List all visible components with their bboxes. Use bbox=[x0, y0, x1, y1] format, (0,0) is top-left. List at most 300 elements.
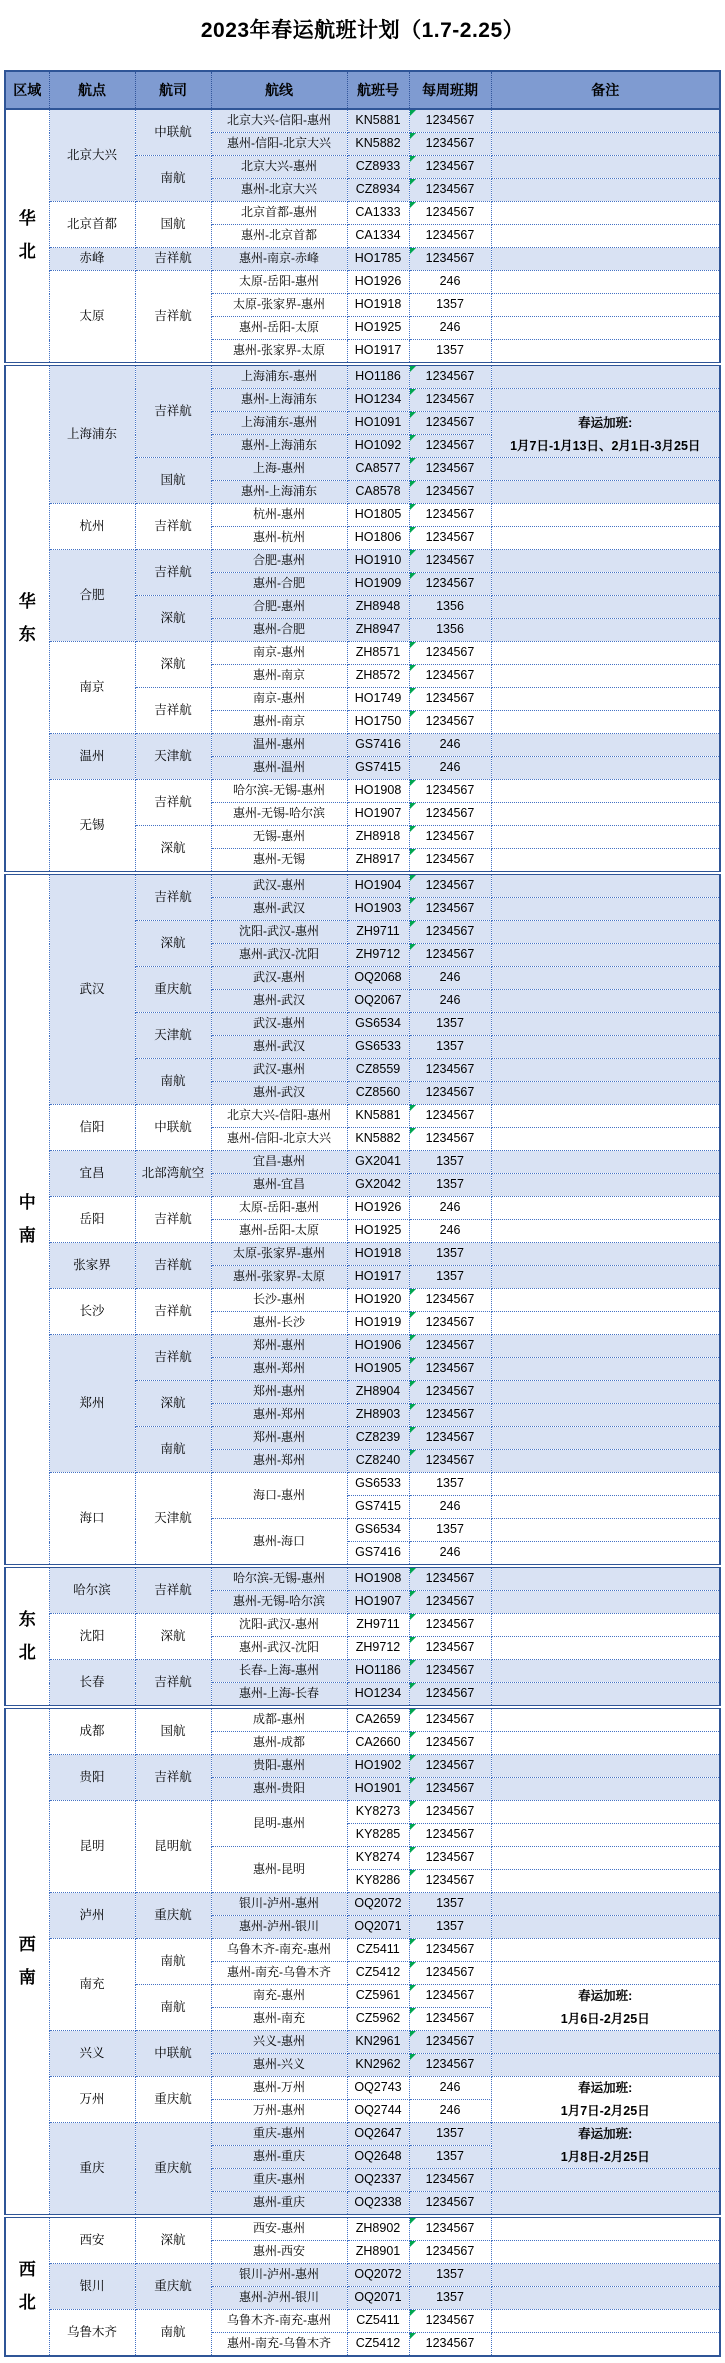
remark-cell-empty bbox=[491, 596, 720, 619]
days-cell: 1234567 bbox=[409, 1381, 491, 1404]
remark-cell-empty bbox=[491, 364, 720, 389]
flight-no-cell: HO1805 bbox=[347, 504, 409, 527]
remark-cell-empty bbox=[491, 2054, 720, 2077]
flight-no-cell: CZ8239 bbox=[347, 1427, 409, 1450]
cell-flag-triangle-icon bbox=[410, 458, 416, 464]
route-cell: 银川-泸州-惠州 bbox=[211, 2264, 347, 2287]
cell-flag-triangle-icon bbox=[410, 2031, 416, 2037]
route-cell: 惠州-长沙 bbox=[211, 1312, 347, 1335]
flight-no-cell: HO1918 bbox=[347, 294, 409, 317]
flight-no-cell: GS6534 bbox=[347, 1013, 409, 1036]
cell-flag-triangle-icon bbox=[410, 826, 416, 832]
page-title: 2023年春运航班计划（1.7-2.25） bbox=[200, 19, 525, 42]
route-cell: 武汉-惠州 bbox=[211, 1013, 347, 1036]
remark-cell-empty bbox=[491, 1404, 720, 1427]
route-cell: 成都-惠州 bbox=[211, 1707, 347, 1732]
airline-cell: 吉祥航 bbox=[135, 1335, 211, 1381]
region-label-char: 南 bbox=[18, 1967, 36, 1987]
airline-cell: 吉祥航 bbox=[135, 1197, 211, 1243]
remark-cell-empty bbox=[491, 1013, 720, 1036]
route-cell: 惠州-合肥 bbox=[211, 573, 347, 596]
flight-no-cell: GS7416 bbox=[347, 1542, 409, 1567]
flight-no-cell: ZH8918 bbox=[347, 826, 409, 849]
remark-cell-empty bbox=[491, 389, 720, 412]
city-cell: 上海浦东 bbox=[49, 364, 135, 504]
airline-cell: 南航 bbox=[135, 2310, 211, 2357]
airline-cell: 中联航 bbox=[135, 2031, 211, 2077]
remark-cell-empty bbox=[491, 873, 720, 898]
airline-cell: 吉祥航 bbox=[135, 550, 211, 596]
cell-flag-triangle-icon bbox=[410, 1450, 416, 1456]
days-cell: 246 bbox=[409, 734, 491, 757]
airline-cell: 深航 bbox=[135, 642, 211, 688]
airline-cell: 吉祥航 bbox=[135, 504, 211, 550]
route-cell: 惠州-泸州-银川 bbox=[211, 2287, 347, 2310]
remark-cell-empty bbox=[491, 1962, 720, 1985]
column-header-2: 航司 bbox=[135, 71, 211, 109]
column-header-4: 航班号 bbox=[347, 71, 409, 109]
days-cell: 1234567 bbox=[409, 248, 491, 271]
route-cell: 惠州-成都 bbox=[211, 1732, 347, 1755]
remark-cell-empty bbox=[491, 1847, 720, 1870]
airline-cell: 吉祥航 bbox=[135, 1243, 211, 1289]
remark-cell-empty bbox=[491, 504, 720, 527]
route-cell: 武汉-惠州 bbox=[211, 967, 347, 990]
days-cell: 246 bbox=[409, 1542, 491, 1567]
remark-cell-empty bbox=[491, 898, 720, 921]
remark-cell-empty bbox=[491, 109, 720, 133]
remark-cell-empty bbox=[491, 2287, 720, 2310]
flight-no-cell: HO1749 bbox=[347, 688, 409, 711]
remark-cell-empty bbox=[491, 1266, 720, 1289]
flight-no-cell: ZH9712 bbox=[347, 1637, 409, 1660]
route-cell: 武汉-惠州 bbox=[211, 873, 347, 898]
days-cell: 1234567 bbox=[409, 688, 491, 711]
remark-cell-empty bbox=[491, 156, 720, 179]
route-cell: 沈阳-武汉-惠州 bbox=[211, 1614, 347, 1637]
flight-row bbox=[5, 364, 720, 389]
column-header-0: 区域 bbox=[5, 71, 49, 109]
days-cell: 1234567 bbox=[409, 2333, 491, 2357]
city-cell: 南充 bbox=[49, 1939, 135, 2031]
flight-no-cell: HO1750 bbox=[347, 711, 409, 734]
remark-cell bbox=[491, 412, 720, 458]
cell-flag-triangle-icon bbox=[410, 944, 416, 950]
flight-no-cell: HO1925 bbox=[347, 1220, 409, 1243]
airline-cell: 中联航 bbox=[135, 109, 211, 156]
days-cell: 1234567 bbox=[409, 1985, 491, 2008]
remark-cell-empty bbox=[491, 2169, 720, 2192]
route-cell: 哈尔滨-无锡-惠州 bbox=[211, 1566, 347, 1591]
route-cell: 惠州-北京首都 bbox=[211, 225, 347, 248]
airline-cell: 吉祥航 bbox=[135, 248, 211, 271]
airline-cell: 重庆航 bbox=[135, 967, 211, 1013]
flight-row bbox=[5, 642, 720, 665]
remark-cell-empty bbox=[491, 1566, 720, 1591]
remark-cell-empty bbox=[491, 1381, 720, 1404]
remark-cell-empty bbox=[491, 1660, 720, 1683]
flight-no-cell: KN5882 bbox=[347, 1128, 409, 1151]
city-cell: 北京首都 bbox=[49, 202, 135, 248]
route-cell: 惠州-张家界-太原 bbox=[211, 340, 347, 365]
route-cell: 惠州-无锡-哈尔滨 bbox=[211, 1591, 347, 1614]
region-label-char: 东 bbox=[18, 1609, 36, 1629]
cell-flag-triangle-icon bbox=[410, 1660, 416, 1666]
remark-cell-empty bbox=[491, 527, 720, 550]
remark-cell-empty bbox=[491, 1335, 720, 1358]
airline-cell: 天津航 bbox=[135, 1013, 211, 1059]
airline-cell: 昆明航 bbox=[135, 1801, 211, 1893]
flight-no-cell: OQ2067 bbox=[347, 990, 409, 1013]
airline-cell: 中联航 bbox=[135, 1105, 211, 1151]
route-cell: 乌鲁木齐-南充-惠州 bbox=[211, 2310, 347, 2333]
remark-cell-empty bbox=[491, 2333, 720, 2357]
airline-cell: 吉祥航 bbox=[135, 1566, 211, 1614]
flight-no-cell: ZH9711 bbox=[347, 921, 409, 944]
days-cell: 1234567 bbox=[409, 458, 491, 481]
cell-flag-triangle-icon bbox=[410, 412, 416, 418]
route-cell: 太原-岳阳-惠州 bbox=[211, 1197, 347, 1220]
airline-cell: 南航 bbox=[135, 1059, 211, 1105]
city-cell: 重庆 bbox=[49, 2123, 135, 2217]
flight-row bbox=[5, 1243, 720, 1266]
remark-cell-empty bbox=[491, 1707, 720, 1732]
flight-no-cell: HO1907 bbox=[347, 1591, 409, 1614]
days-cell: 1234567 bbox=[409, 2241, 491, 2264]
route-cell: 惠州-重庆 bbox=[211, 2146, 347, 2169]
remark-cell-empty bbox=[491, 294, 720, 317]
city-cell: 银川 bbox=[49, 2264, 135, 2310]
flight-row bbox=[5, 109, 720, 133]
flight-no-cell: CZ8934 bbox=[347, 179, 409, 202]
airline-cell: 吉祥航 bbox=[135, 1755, 211, 1801]
flight-row bbox=[5, 1801, 720, 1824]
city-cell: 太原 bbox=[49, 271, 135, 365]
remark-cell-empty bbox=[491, 1312, 720, 1335]
days-cell: 1234567 bbox=[409, 944, 491, 967]
city-cell: 无锡 bbox=[49, 780, 135, 874]
flight-no-cell: OQ2338 bbox=[347, 2192, 409, 2217]
days-cell: 1234567 bbox=[409, 1847, 491, 1870]
city-cell: 赤峰 bbox=[49, 248, 135, 271]
flight-no-cell: CA1333 bbox=[347, 202, 409, 225]
days-cell: 1357 bbox=[409, 1266, 491, 1289]
route-cell: 温州-惠州 bbox=[211, 734, 347, 757]
flight-no-cell: CZ5411 bbox=[347, 2310, 409, 2333]
cell-flag-triangle-icon bbox=[410, 1985, 416, 1991]
route-cell: 哈尔滨-无锡-惠州 bbox=[211, 780, 347, 803]
header-row bbox=[5, 71, 720, 109]
days-cell: 246 bbox=[409, 1220, 491, 1243]
route-cell: 北京大兴-信阳-惠州 bbox=[211, 1105, 347, 1128]
cell-flag-triangle-icon bbox=[410, 1427, 416, 1433]
cell-flag-triangle-icon bbox=[410, 179, 416, 185]
remark-cell-empty bbox=[491, 1542, 720, 1567]
days-cell: 1234567 bbox=[409, 2008, 491, 2031]
days-cell: 1234567 bbox=[409, 1660, 491, 1683]
cell-flag-triangle-icon bbox=[410, 2054, 416, 2060]
remark-cell-empty bbox=[491, 734, 720, 757]
cell-flag-triangle-icon bbox=[410, 688, 416, 694]
route-cell: 南充-惠州 bbox=[211, 1985, 347, 2008]
airline-cell: 南航 bbox=[135, 156, 211, 202]
flight-no-cell: CZ5412 bbox=[347, 2333, 409, 2357]
flight-no-cell: CZ5411 bbox=[347, 1939, 409, 1962]
flight-no-cell: CA8577 bbox=[347, 458, 409, 481]
remark-cell-empty bbox=[491, 849, 720, 874]
route-cell: 惠州-上海-长春 bbox=[211, 1683, 347, 1708]
days-cell: 1234567 bbox=[409, 1637, 491, 1660]
route-cell: 惠州-南京-赤峰 bbox=[211, 248, 347, 271]
cell-flag-triangle-icon bbox=[410, 1381, 416, 1387]
route-cell: 郑州-惠州 bbox=[211, 1335, 347, 1358]
route-cell: 上海浦东-惠州 bbox=[211, 412, 347, 435]
flight-no-cell: KY8286 bbox=[347, 1870, 409, 1893]
remark-cell-empty bbox=[491, 179, 720, 202]
cell-flag-triangle-icon bbox=[410, 504, 416, 510]
days-cell: 1234567 bbox=[409, 1059, 491, 1082]
days-cell: 1234567 bbox=[409, 481, 491, 504]
remark-line: 春运加班: bbox=[578, 416, 633, 430]
days-cell: 1357 bbox=[409, 1174, 491, 1197]
airline-cell: 重庆航 bbox=[135, 1893, 211, 1939]
remark-cell-empty bbox=[491, 2264, 720, 2287]
remark-cell-empty bbox=[491, 2241, 720, 2264]
route-cell: 惠州-西安 bbox=[211, 2241, 347, 2264]
flight-no-cell: CA2660 bbox=[347, 1732, 409, 1755]
remark-cell-empty bbox=[491, 826, 720, 849]
days-cell: 1234567 bbox=[409, 1427, 491, 1450]
airline-cell: 吉祥航 bbox=[135, 873, 211, 921]
city-cell: 岳阳 bbox=[49, 1197, 135, 1243]
airline-cell: 吉祥航 bbox=[135, 271, 211, 365]
cell-flag-triangle-icon bbox=[410, 156, 416, 162]
route-cell: 南京-惠州 bbox=[211, 688, 347, 711]
cell-flag-triangle-icon bbox=[410, 2310, 416, 2316]
flight-no-cell: KY8285 bbox=[347, 1824, 409, 1847]
days-cell: 1234567 bbox=[409, 1683, 491, 1708]
flight-no-cell: HO1918 bbox=[347, 1243, 409, 1266]
cell-flag-triangle-icon bbox=[410, 711, 416, 717]
flight-no-cell: OQ2071 bbox=[347, 1916, 409, 1939]
flight-no-cell: ZH8571 bbox=[347, 642, 409, 665]
days-cell: 1234567 bbox=[409, 2192, 491, 2217]
days-cell: 1234567 bbox=[409, 109, 491, 133]
remark-cell-empty bbox=[491, 458, 720, 481]
region-label-char: 东 bbox=[18, 624, 36, 644]
column-header-1: 航点 bbox=[49, 71, 135, 109]
route-cell: 惠州-武汉 bbox=[211, 990, 347, 1013]
days-cell: 1357 bbox=[409, 2123, 491, 2146]
remark-cell-empty bbox=[491, 1893, 720, 1916]
route-cell: 郑州-惠州 bbox=[211, 1381, 347, 1404]
cell-flag-triangle-icon bbox=[410, 1568, 416, 1574]
city-cell: 泸州 bbox=[49, 1893, 135, 1939]
days-cell: 1234567 bbox=[409, 1082, 491, 1105]
airline-cell: 深航 bbox=[135, 2216, 211, 2264]
days-cell: 1234567 bbox=[409, 849, 491, 874]
flight-no-cell: HO1234 bbox=[347, 389, 409, 412]
flight-row bbox=[5, 1614, 720, 1637]
days-cell: 1234567 bbox=[409, 1614, 491, 1637]
flight-no-cell: CZ5412 bbox=[347, 1962, 409, 1985]
region-cell bbox=[5, 1707, 49, 2216]
flight-no-cell: ZH8917 bbox=[347, 849, 409, 874]
city-cell: 杭州 bbox=[49, 504, 135, 550]
flight-no-cell: KN2961 bbox=[347, 2031, 409, 2054]
days-cell: 246 bbox=[409, 271, 491, 294]
remark-cell-empty bbox=[491, 1801, 720, 1824]
route-cell: 惠州-上海浦东 bbox=[211, 435, 347, 458]
flight-no-cell: HO1785 bbox=[347, 248, 409, 271]
route-cell: 惠州-岳阳-太原 bbox=[211, 317, 347, 340]
days-cell: 1357 bbox=[409, 1013, 491, 1036]
city-cell: 温州 bbox=[49, 734, 135, 780]
days-cell: 1234567 bbox=[409, 1105, 491, 1128]
flight-no-cell: HO1919 bbox=[347, 1312, 409, 1335]
remark-cell-empty bbox=[491, 642, 720, 665]
route-cell: 贵阳-惠州 bbox=[211, 1755, 347, 1778]
cell-flag-triangle-icon bbox=[410, 2218, 416, 2224]
remark-cell-empty bbox=[491, 990, 720, 1013]
remark-cell-empty bbox=[491, 1358, 720, 1381]
route-cell: 昆明-惠州 bbox=[211, 1801, 347, 1847]
cell-flag-triangle-icon bbox=[410, 1358, 416, 1364]
remark-cell-empty bbox=[491, 1197, 720, 1220]
route-cell: 惠州-兴义 bbox=[211, 2054, 347, 2077]
route-cell: 西安-惠州 bbox=[211, 2216, 347, 2241]
flight-no-cell: OQ2648 bbox=[347, 2146, 409, 2169]
days-cell: 1234567 bbox=[409, 2310, 491, 2333]
cell-flag-triangle-icon bbox=[410, 642, 416, 648]
remark-cell-empty bbox=[491, 1128, 720, 1151]
region-cell bbox=[5, 873, 49, 1566]
flight-row bbox=[5, 1566, 720, 1591]
remark-cell-empty bbox=[491, 1036, 720, 1059]
days-cell: 1234567 bbox=[409, 2031, 491, 2054]
route-cell: 上海浦东-惠州 bbox=[211, 364, 347, 389]
flight-no-cell: ZH8903 bbox=[347, 1404, 409, 1427]
route-cell: 无锡-惠州 bbox=[211, 826, 347, 849]
days-cell: 1234567 bbox=[409, 826, 491, 849]
remark-cell-empty bbox=[491, 1824, 720, 1847]
region-cell bbox=[5, 2216, 49, 2356]
flight-no-cell: OQ2743 bbox=[347, 2077, 409, 2100]
flight-no-cell: KY8274 bbox=[347, 1847, 409, 1870]
region-label-char: 中 bbox=[18, 1192, 36, 1212]
route-cell: 郑州-惠州 bbox=[211, 1427, 347, 1450]
days-cell: 1234567 bbox=[409, 527, 491, 550]
region-label-char: 华 bbox=[18, 591, 36, 611]
route-cell: 长春-上海-惠州 bbox=[211, 1660, 347, 1683]
days-cell: 1234567 bbox=[409, 550, 491, 573]
flight-no-cell: CZ8559 bbox=[347, 1059, 409, 1082]
flight-no-cell: HO1903 bbox=[347, 898, 409, 921]
flight-no-cell: KY8273 bbox=[347, 1801, 409, 1824]
flight-no-cell: HO1234 bbox=[347, 1683, 409, 1708]
days-cell: 1357 bbox=[409, 1519, 491, 1542]
route-cell: 南京-惠州 bbox=[211, 642, 347, 665]
route-cell: 惠州-南充 bbox=[211, 2008, 347, 2031]
cell-flag-triangle-icon bbox=[410, 849, 416, 855]
route-cell: 惠州-贵阳 bbox=[211, 1778, 347, 1801]
days-cell: 246 bbox=[409, 757, 491, 780]
route-cell: 沈阳-武汉-惠州 bbox=[211, 921, 347, 944]
cell-flag-triangle-icon bbox=[410, 133, 416, 139]
flight-no-cell: HO1907 bbox=[347, 803, 409, 826]
days-cell: 1356 bbox=[409, 596, 491, 619]
days-cell: 1234567 bbox=[409, 1358, 491, 1381]
column-header-6: 备注 bbox=[491, 71, 720, 109]
cell-flag-triangle-icon bbox=[410, 780, 416, 786]
flight-row bbox=[5, 1289, 720, 1312]
days-cell: 246 bbox=[409, 2077, 491, 2100]
flight-no-cell: ZH8902 bbox=[347, 2216, 409, 2241]
flight-no-cell: HO1905 bbox=[347, 1358, 409, 1381]
days-cell: 1357 bbox=[409, 1893, 491, 1916]
city-cell: 信阳 bbox=[49, 1105, 135, 1151]
flight-no-cell: GS6534 bbox=[347, 1519, 409, 1542]
cell-flag-triangle-icon bbox=[410, 435, 416, 441]
route-cell: 太原-岳阳-惠州 bbox=[211, 271, 347, 294]
cell-flag-triangle-icon bbox=[410, 2008, 416, 2014]
days-cell: 1234567 bbox=[409, 1824, 491, 1847]
route-cell: 宜昌-惠州 bbox=[211, 1151, 347, 1174]
remark-cell bbox=[491, 2077, 720, 2123]
flight-no-cell: HO1186 bbox=[347, 1660, 409, 1683]
flight-row bbox=[5, 1660, 720, 1683]
days-cell: 1234567 bbox=[409, 921, 491, 944]
airline-cell: 吉祥航 bbox=[135, 780, 211, 826]
days-cell: 1234567 bbox=[409, 1778, 491, 1801]
remark-cell-empty bbox=[491, 202, 720, 225]
airline-cell: 国航 bbox=[135, 1707, 211, 1755]
route-cell: 兴义-惠州 bbox=[211, 2031, 347, 2054]
route-cell: 海口-惠州 bbox=[211, 1473, 347, 1519]
flight-row bbox=[5, 1939, 720, 1962]
flight-no-cell: HO1910 bbox=[347, 550, 409, 573]
days-cell: 1234567 bbox=[409, 1707, 491, 1732]
city-cell: 长春 bbox=[49, 1660, 135, 1708]
cell-flag-triangle-icon bbox=[410, 875, 416, 881]
column-header-5: 每周班期 bbox=[409, 71, 491, 109]
remark-line: 1月8日-2月25日 bbox=[560, 2149, 650, 2164]
days-cell: 1234567 bbox=[409, 412, 491, 435]
flight-no-cell: CZ5962 bbox=[347, 2008, 409, 2031]
flight-no-cell: ZH9712 bbox=[347, 944, 409, 967]
days-cell: 1357 bbox=[409, 1151, 491, 1174]
cell-flag-triangle-icon bbox=[410, 921, 416, 927]
flight-no-cell: GS7416 bbox=[347, 734, 409, 757]
route-cell: 北京首都-惠州 bbox=[211, 202, 347, 225]
cell-flag-triangle-icon bbox=[410, 1637, 416, 1643]
route-cell: 惠州-泸州-银川 bbox=[211, 1916, 347, 1939]
cell-flag-triangle-icon bbox=[410, 2241, 416, 2247]
days-cell: 1356 bbox=[409, 619, 491, 642]
route-cell: 重庆-惠州 bbox=[211, 2169, 347, 2192]
days-cell: 246 bbox=[409, 2100, 491, 2123]
days-cell: 1234567 bbox=[409, 225, 491, 248]
flight-no-cell: HO1902 bbox=[347, 1755, 409, 1778]
airline-cell: 重庆航 bbox=[135, 2077, 211, 2123]
remark-cell-empty bbox=[491, 1916, 720, 1939]
flight-row bbox=[5, 2310, 720, 2333]
city-cell: 万州 bbox=[49, 2077, 135, 2123]
region-label-char: 北 bbox=[18, 2292, 36, 2312]
route-cell: 惠州-武汉-沈阳 bbox=[211, 1637, 347, 1660]
region-cell bbox=[5, 364, 49, 873]
flight-no-cell: HO1920 bbox=[347, 1289, 409, 1312]
